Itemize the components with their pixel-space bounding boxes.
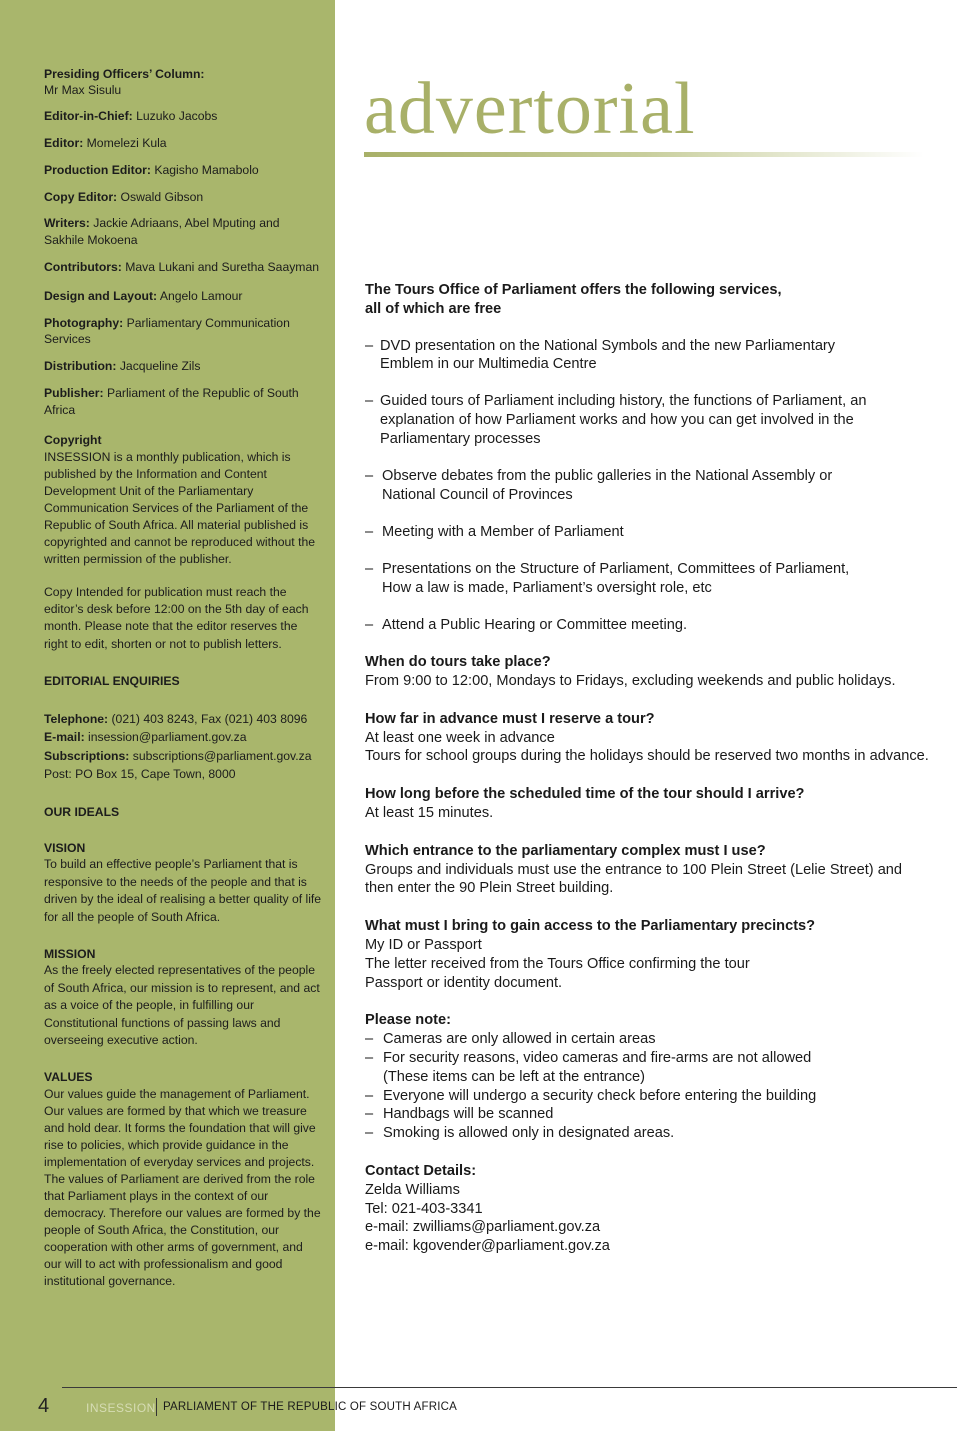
spacer: [44, 820, 322, 840]
email-value[interactable]: insession@parliament.gov.za: [88, 730, 247, 745]
spacer: [44, 1049, 322, 1069]
note-text: Cameras are only allowed in certain areas: [383, 1031, 656, 1048]
masthead-label: Design and Layout:: [44, 289, 158, 304]
footer-publication-name: PARLIAMENT OF THE REPUBLIC OF SOUTH AFRICA: [163, 1401, 458, 1413]
faq-question: How long before the scheduled time of the tour should I arrive?: [365, 786, 805, 803]
masthead-value: Angelo Lamour: [159, 289, 243, 304]
notes-heading: Please note:: [365, 1012, 451, 1029]
vision-heading: VISION: [44, 840, 86, 855]
contact-name: Zelda Williams: [365, 1181, 460, 1198]
email-line: [44, 728, 322, 747]
service-text: Presentations on the Structure of Parliament, Committees of Parliament, How a law is made, Parliament’s oversight role, etc: [382, 560, 850, 596]
mission-body: As the freely elected representatives of the people of South Africa, our mission is to represent, and act as a voice of the people, in fulfilling our Constitutional functions of passing laws and overseeing executive action.: [44, 963, 320, 1047]
dash-bullet: –: [365, 1125, 374, 1142]
notes-section: [365, 1011, 940, 1143]
list-item: [365, 1087, 940, 1106]
faq-answer: The letter received from the Tours Office confirming the tour: [365, 955, 750, 972]
masthead-row: [44, 135, 322, 151]
masthead-value: Oswald Gibson: [120, 189, 204, 204]
service-text: DVD presentation on the National Symbols and the new Parliamentary Emblem in our Multimedia Centre: [380, 337, 836, 373]
list-item: [365, 616, 940, 635]
intro-heading: The Tours Office of Parliament offers the following services, all of which are free: [365, 282, 782, 317]
faq-item: [365, 842, 940, 898]
contact-heading: Contact Details:: [365, 1163, 477, 1180]
faq-answer: Passport or identity document.: [365, 974, 563, 991]
list-item: [365, 1124, 940, 1143]
masthead-row: [44, 189, 322, 205]
telephone-label: Telephone:: [44, 711, 109, 726]
subscriptions-line: [44, 747, 322, 766]
dash-bullet: –: [365, 616, 374, 633]
service-text: Guided tours of Parliament including history, the functions of Parliament, an explanation of how Parliament works and how you can get involved in the Parliamentary processes: [380, 393, 867, 447]
ideals-heading: OUR IDEALS: [44, 804, 120, 819]
article-body: [365, 281, 940, 1275]
note-text: Everyone will undergo a security check before entering the building: [383, 1087, 817, 1104]
note-text: Handbags will be scanned: [383, 1106, 554, 1123]
footer-rule: [62, 1387, 957, 1388]
faq-item: [365, 917, 940, 992]
vision-body: To build an effective people’s Parliament that is responsive to the needs of the people and that is driven by the ideal of realising a better quality of life for all the people of South Africa.: [44, 857, 322, 924]
dash-bullet: –: [365, 523, 374, 540]
masthead-label: Presiding Officers’ Column:: [44, 67, 205, 81]
faq-item: [365, 710, 940, 766]
notes-list: [365, 1030, 940, 1143]
masthead-row: [44, 288, 322, 304]
masthead-value: Luzuko Jacobs: [136, 108, 218, 123]
list-item: [365, 1030, 940, 1049]
masthead-value: Mava Lukani and Suretha Saayman: [125, 259, 320, 274]
masthead-value: Parliamentary Communication Services: [44, 316, 290, 347]
service-text: Attend a Public Hearing or Committee meeting.: [382, 616, 687, 633]
ideals-section: [44, 804, 322, 1290]
copyright-body: INSESSION is a monthly publication, which is published by the Information and Content Development Unit of the Parliamentary Communication Services of the Parliament of the Republic of South Africa. All material published is copyrighted and cannot be reproduced without the written permission of the publisher.: [44, 449, 316, 566]
note-text: For security reasons, video cameras and fire-arms are not allowed (These items can be left at the entrance): [383, 1050, 812, 1085]
masthead-label: Writers:: [44, 216, 90, 231]
masthead-label: Distribution:: [44, 359, 117, 374]
dash-bullet: –: [365, 337, 374, 354]
faq-item: [365, 785, 940, 823]
email-label: E-mail:: [44, 730, 85, 745]
telephone-value: (021) 403 8243, Fax (021) 403 8096: [111, 711, 308, 726]
list-item: [365, 560, 940, 598]
masthead-row: [44, 315, 322, 348]
masthead-label: Editor:: [44, 135, 84, 150]
spacer: [44, 690, 322, 710]
list-item: [365, 523, 940, 542]
masthead-value: Parliament of the Republic of South Africa: [44, 386, 299, 417]
masthead-label: Publisher:: [44, 386, 104, 401]
spacer: [44, 926, 322, 946]
masthead-label: Editor-in-Chief:: [44, 108, 133, 123]
faq-answer: My ID or Passport: [365, 937, 482, 954]
masthead-value: Jacqueline Zils: [119, 359, 201, 374]
masthead-label: Photography:: [44, 316, 124, 331]
faq-item: [365, 653, 940, 691]
faq-question: How far in advance must I reserve a tour?: [365, 710, 655, 727]
values-body: Our values guide the management of Parliament. Our values are formed by that which we treasure and hold dear. It forms the foundation that will give rise to policies, which provide guidance in the implementation of everyday services and projects. The values of Parliament are derived from the role that Parliament plays in the context of our democracy. Therefore our values are formed by the people of South Africa, the Constitution, our cooperation with other arms of government, and our will to act with professionalism and good institutional governance.: [44, 1086, 321, 1288]
list-item: [365, 467, 940, 505]
faq-question: What must I bring to gain access to the Parliamentary precincts?: [365, 918, 816, 935]
telephone-line: [44, 710, 322, 729]
copyright-heading: Copyright: [44, 433, 102, 448]
dash-bullet: –: [365, 393, 374, 410]
dash-bullet: –: [365, 560, 374, 577]
contact-details: [365, 1162, 940, 1256]
values-heading: VALUES: [44, 1070, 93, 1085]
faq-answer: Groups and individuals must use the entrance to 100 Plein Street (Lelie Street) and then enter the 90 Plein Street building.: [365, 861, 903, 897]
post-address: Post: PO Box 15, Cape Town, 8000: [44, 767, 236, 782]
masthead: [44, 66, 322, 418]
masthead-label: Contributors:: [44, 259, 122, 274]
masthead-row: [44, 358, 322, 374]
footer-separator: [156, 1398, 157, 1416]
list-item: [365, 1105, 940, 1124]
enquiries-heading: EDITORIAL ENQUIRIES: [44, 674, 180, 689]
list-item: [365, 1049, 940, 1087]
page-number: 4: [38, 1395, 50, 1417]
masthead-value: Kagisho Mamabolo: [154, 162, 259, 177]
masthead-row: [44, 215, 322, 248]
contact-email[interactable]: e-mail: zwilliams@parliament.gov.za: [365, 1219, 601, 1236]
list-item: [365, 392, 940, 448]
masthead-value: Mr Max Sisulu: [44, 83, 122, 98]
copy-deadline-note: Copy Intended for publication must reach the editor’s desk before 12:00 on the 5th day of each month. Please note that the editor reserves the right to edit, shorten or not to publish letters.: [44, 584, 309, 651]
faq-answer: At least 15 minutes.: [365, 805, 494, 822]
service-text: Observe debates from the public galleries in the National Assembly or National Council of Provinces: [382, 467, 833, 503]
faq-question: When do tours take place?: [365, 654, 551, 671]
spacer: [44, 568, 322, 584]
service-text: Meeting with a Member of Parliament: [382, 523, 624, 540]
contact-email[interactable]: e-mail: kgovender@parliament.gov.za: [365, 1238, 610, 1255]
masthead-value: Jackie Adriaans, Abel Mputing and Sakhile Mokoena: [44, 216, 280, 247]
services-list: [365, 337, 940, 635]
subscriptions-label: Subscriptions:: [44, 748, 130, 763]
masthead-row: [44, 259, 322, 275]
dash-bullet: –: [365, 467, 374, 484]
copyright-section: [44, 432, 322, 653]
editorial-enquiries: [44, 673, 322, 783]
faq-answer: At least one week in advance: [365, 729, 555, 746]
note-text: Smoking is allowed only in designated areas.: [383, 1125, 675, 1142]
mission-heading: MISSION: [44, 946, 96, 961]
masthead-presiding: [44, 66, 322, 99]
masthead-column: [44, 66, 322, 1290]
masthead-value: Momelezi Kula: [86, 135, 167, 150]
masthead-row: [44, 162, 322, 178]
faq-answer: From 9:00 to 12:00, Mondays to Fridays, excluding weekends and public holidays.: [365, 673, 896, 690]
footer-logo: INSESSION: [86, 1401, 156, 1415]
contact-phone: Tel: 021-403-3341: [365, 1200, 483, 1217]
subscriptions-value[interactable]: subscriptions@parliament.gov.za: [132, 748, 312, 763]
dash-bullet: –: [365, 1050, 374, 1067]
dash-bullet: –: [365, 1031, 374, 1048]
faq-answer: Tours for school groups during the holidays should be reserved two months in advance.: [365, 748, 929, 765]
faq-question: Which entrance to the parliamentary complex must I use?: [365, 842, 766, 859]
masthead-label: Production Editor:: [44, 162, 151, 177]
dash-bullet: –: [365, 1087, 374, 1104]
list-item: [365, 337, 940, 375]
masthead-row: [44, 108, 322, 124]
page-title: advertorial: [364, 68, 696, 150]
masthead-label: Copy Editor:: [44, 189, 118, 204]
masthead-row: [44, 385, 322, 418]
dash-bullet: –: [365, 1106, 374, 1123]
title-underline: [364, 152, 924, 157]
